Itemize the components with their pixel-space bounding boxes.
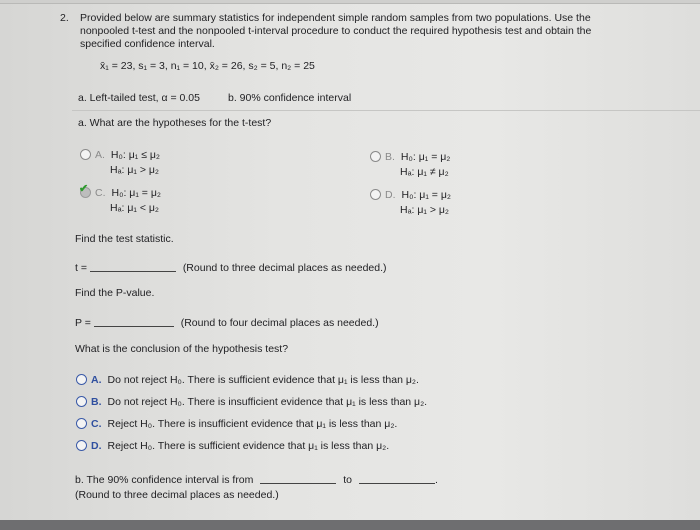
conclusion-option-c[interactable]: C. Reject H₀. There is insufficient evidence that μ₁ is less than μ₂.: [76, 418, 397, 430]
test-statistic-row: t = (Round to three decimal places as needed.): [75, 262, 387, 274]
radio-button[interactable]: [76, 374, 87, 385]
checkmark-icon: ✔: [79, 183, 89, 195]
part-a-spec: a. Left-tailed test, α = 0.05: [78, 92, 200, 104]
radio-button[interactable]: [80, 149, 91, 160]
confidence-interval-row: b. The 90% confidence interval is from to .: [75, 474, 438, 486]
hypothesis-option-c[interactable]: ✔ C. H₀: μ₁ = μ₂ Hₐ: μ₁ < μ₂: [79, 183, 161, 214]
divider: [72, 110, 700, 111]
conclusion-prompt: What is the conclusion of the hypothesis test?: [75, 343, 289, 355]
summary-statistics: x̄₁ = 23, s₁ = 3, n₁ = 10, x̄₂ = 26, s₂ = 5, n₂ = 25: [100, 60, 315, 72]
test-statistic-input[interactable]: [90, 261, 176, 272]
question-intro-line-3: specified confidence interval.: [80, 38, 215, 50]
part-b-spec: b. 90% confidence interval: [228, 92, 352, 104]
screen-bottom-edge: [0, 520, 700, 530]
interval-lower-input[interactable]: [260, 473, 336, 484]
conclusion-option-b[interactable]: B. Do not reject H₀. There is insufficient evidence that μ₁ is less than μ₂.: [76, 396, 427, 408]
radio-button[interactable]: [370, 151, 381, 162]
radio-button[interactable]: [76, 418, 87, 429]
radio-button[interactable]: [76, 440, 87, 451]
question-intro-line-2: nonpooled t-test and the nonpooled t-interval procedure to conduct the required hypothesis test and obtain the: [80, 25, 592, 37]
question-number: 2.: [60, 12, 69, 24]
interval-hint: (Round to three decimal places as needed.): [75, 489, 279, 501]
hypothesis-option-a[interactable]: A. H₀: μ₁ ≤ μ₂ Hₐ: μ₁ > μ₂: [80, 148, 160, 178]
interval-upper-input[interactable]: [359, 473, 435, 484]
hypothesis-option-b[interactable]: B. H₀: μ₁ = μ₂ Hₐ: μ₁ ≠ μ₂: [370, 150, 450, 180]
radio-button-selected[interactable]: [79, 183, 91, 198]
top-border: [0, 0, 700, 4]
radio-button[interactable]: [76, 396, 87, 407]
conclusion-option-a[interactable]: A. Do not reject H₀. There is sufficient evidence that μ₁ is less than μ₂.: [76, 374, 419, 386]
p-value-prompt: Find the P-value.: [75, 287, 155, 299]
hypothesis-option-d[interactable]: D. H₀: μ₁ = μ₂ Hₐ: μ₁ > μ₂: [370, 188, 451, 218]
question-intro-line-1: Provided below are summary statistics for independent simple random samples from two populations. Use the: [80, 12, 591, 24]
hypotheses-prompt: a. What are the hypotheses for the t-test?: [78, 117, 272, 129]
radio-button[interactable]: [370, 189, 381, 200]
p-value-input[interactable]: [94, 316, 174, 327]
p-value-row: P = (Round to four decimal places as needed.): [75, 317, 379, 329]
test-statistic-prompt: Find the test statistic.: [75, 233, 174, 245]
conclusion-option-d[interactable]: D. Reject H₀. There is sufficient evidence that μ₁ is less than μ₂.: [76, 440, 389, 452]
